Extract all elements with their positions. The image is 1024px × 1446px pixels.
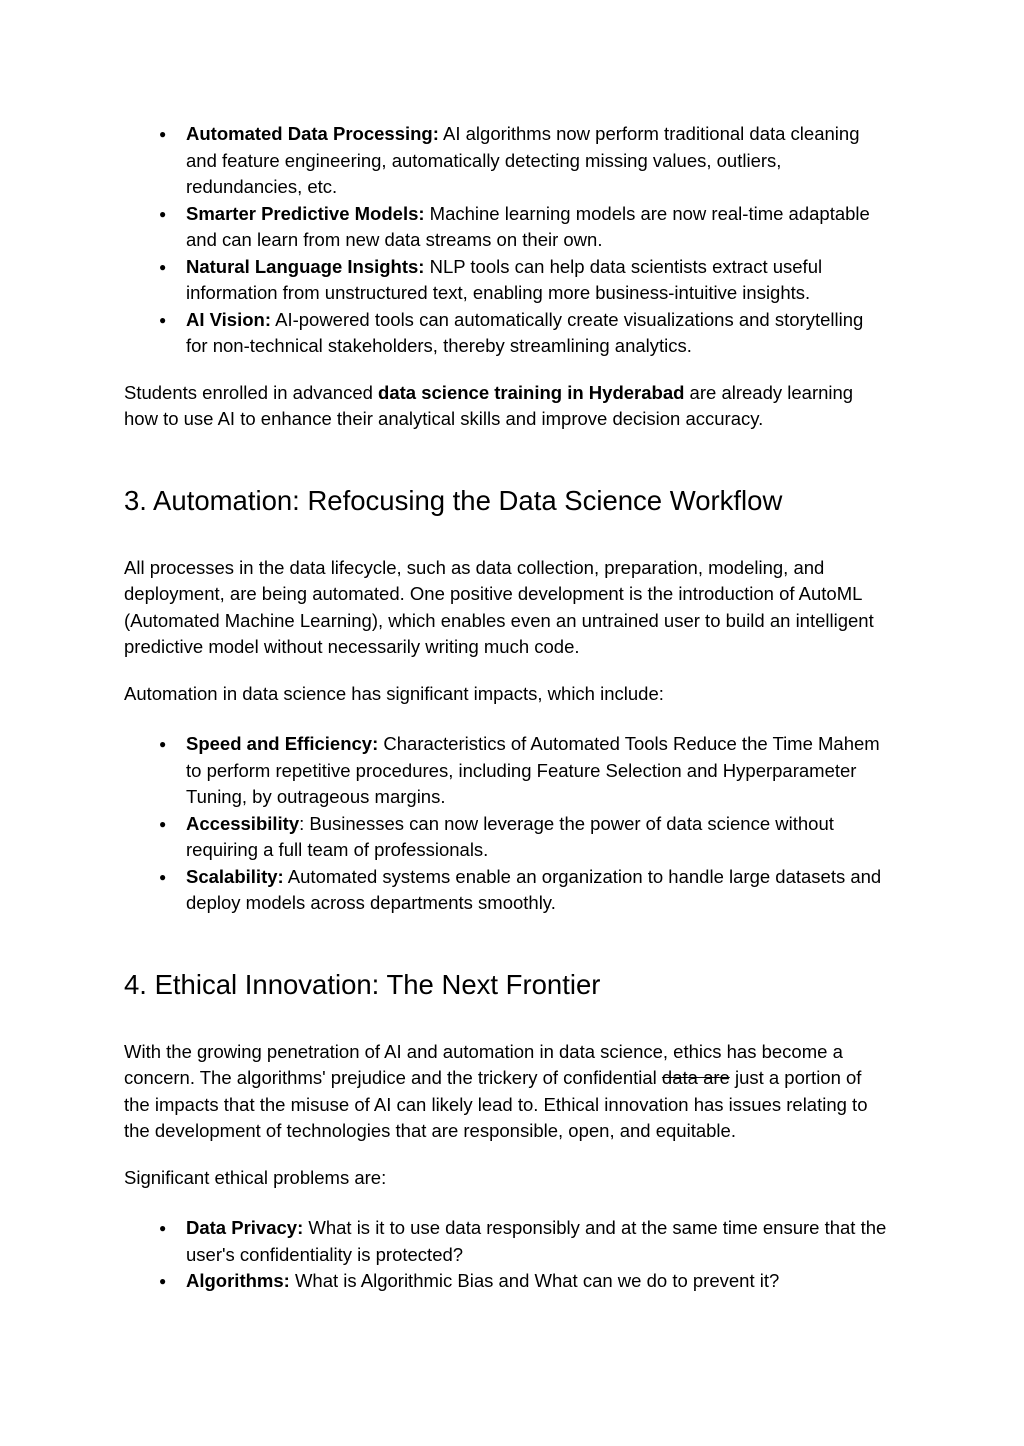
list-item-bold-label: Speed and Efficiency:: [186, 733, 379, 754]
ai-capabilities-list: [124, 121, 890, 360]
list-item-automated-data-processing: [186, 121, 890, 201]
paragraph-problems-intro: Significant ethical problems are:: [124, 1166, 387, 1188]
list-item-text: : Businesses can now leverage the power of data science without requiring a full team of professionals.: [186, 812, 834, 860]
automation-impacts-list: [124, 731, 890, 917]
list-item-data-privacy: [186, 1215, 890, 1268]
list-item-ai-vision: [186, 307, 890, 360]
list-item-accessibility: [186, 811, 890, 864]
list-item-bold-label: Automated Data Processing:: [186, 123, 439, 144]
paragraph-text: With the growing penetration of AI and automation in data science, ethics has become a concern. The algorithms' prejudice and the trickery of confidential: [124, 1040, 843, 1088]
paragraph-text: are already learning how to use AI to enhance their analytical skills and improve decision accuracy.: [124, 381, 854, 429]
paragraph-impacts-intro: Automation in data science has significant impacts, which include:: [124, 682, 664, 704]
list-item-text: What is Algorithmic Bias and What can we do to prevent it?: [289, 1270, 780, 1291]
heading-automation: 3. Automation: Refocusing the Data Science Workflow: [124, 484, 783, 516]
list-item-text: Characteristics of Automated Tools Reduce the Time Mahem to perform repetitive procedures, including Feature Selection and Hyperparameter Tuning, by outrageous margins.: [186, 733, 880, 807]
list-item-bold-label: Data Privacy:: [186, 1217, 304, 1238]
list-item-bold-label: Accessibility: [186, 812, 300, 834]
list-item-bold-label: Algorithms:: [186, 1270, 290, 1291]
list-item-bold-label: Smarter Predictive Models:: [186, 202, 425, 224]
paragraph-text: Students enrolled in advanced: [124, 381, 379, 403]
list-item-bold-label: Natural Language Insights:: [186, 255, 425, 277]
bold-phrase-hyderabad-training: data science training in Hyderabad: [378, 381, 685, 403]
list-item-bold-label: AI Vision:: [186, 308, 271, 330]
list-item-smarter-predictive-models: [186, 201, 890, 254]
list-item-text: NLP tools can help data scientists extract useful information from unstructured text, enabling more business-intuitive insights.: [186, 255, 823, 303]
list-item-bold-label: Scalability:: [186, 865, 284, 887]
paragraph-ethics: [124, 1039, 890, 1145]
list-item-speed-and-efficiency: [186, 731, 890, 811]
ethical-problems-list: [124, 1215, 890, 1295]
list-item-text: What is it to use data responsibly and at the same time ensure that the user's confidentiality is protected?: [186, 1217, 887, 1265]
paragraph-students: [124, 380, 890, 433]
heading-ethical-innovation: 4. Ethical Innovation: The Next Frontier: [124, 968, 601, 1000]
list-item-algorithms: [186, 1268, 890, 1295]
strikethrough-text: data are: [661, 1067, 730, 1088]
list-item-text: AI-powered tools can automatically create visualizations and storytelling for non-technical stakeholders, thereby streamlining analytics.: [186, 308, 864, 356]
list-item-text: Automated systems enable an organization to handle large datasets and deploy models across departments smoothly.: [186, 865, 882, 913]
paragraph-text: just a portion of the impacts that the misuse of AI can likely lead to. Ethical innovation has issues relating to the development of technologies that are responsible, open, and equitable.: [124, 1067, 868, 1141]
list-item-scalability: [186, 864, 890, 917]
list-item-text: Machine learning models are now real-time adaptable and can learn from new data streams on their own.: [186, 202, 870, 250]
list-item-text: AI algorithms now perform traditional data cleaning and feature engineering, automatically detecting missing values, outliers, redundancies, etc.: [186, 123, 860, 197]
list-item-natural-language-insights: [186, 254, 890, 307]
paragraph-automl: All processes in the data lifecycle, such as data collection, preparation, modeling, and deployment, are being automated. One positive development is the introduction of AutoML (Automated Machine Learning), which enables even an untrained user to build an intelligent predictive model without necessarily writing much code.: [124, 556, 874, 657]
